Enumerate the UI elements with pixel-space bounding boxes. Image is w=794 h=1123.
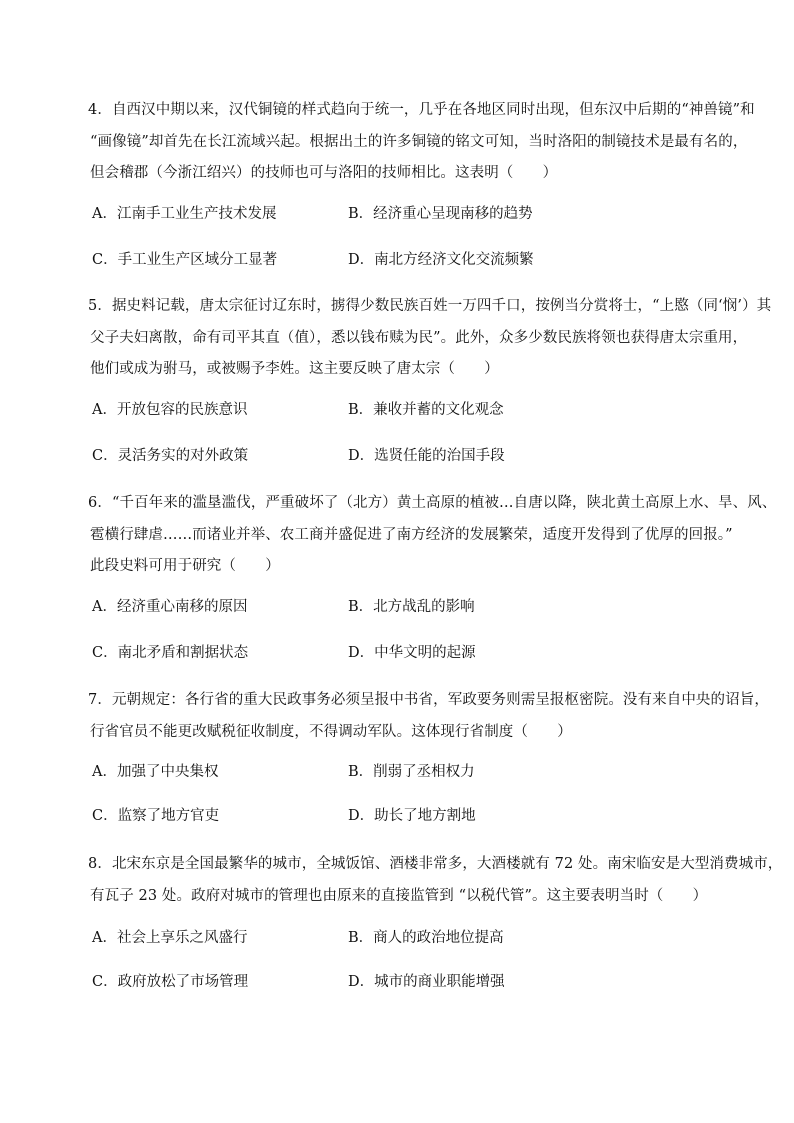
option-b[interactable]: B．经济重心呈现南移的趋势 — [348, 205, 533, 222]
question-stem-line — [88, 291, 772, 323]
question-stem-line: 他们或成为驸马，或被赐予李姓。这主要反映了唐太宗（ ） — [90, 361, 499, 377]
question-text: 元朝规定：各行省的重大民政事务必须呈报中书省，军政要务则需呈报枢密院。没有来自中央的诏旨， — [111, 692, 769, 708]
options — [90, 748, 730, 840]
option-a[interactable]: A．社会上享乐之风盛行 — [92, 930, 248, 946]
question-4 — [88, 95, 755, 282]
option-a[interactable]: A．江南手工业生产技术发展 — [92, 205, 277, 222]
option-d[interactable]: D．助长了地方割地 — [348, 808, 476, 824]
question-stem-line — [88, 488, 777, 520]
question-stem-line: 但会稽郡（今浙江绍兴）的技师也可与洛阳的技师相比。这表明（ ） — [90, 165, 558, 181]
option-d[interactable]: D．南北方经济文化交流频繁 — [348, 251, 534, 268]
question-number: 5． — [88, 298, 112, 314]
question-stem-line — [88, 849, 783, 881]
question-stem-line: 父子夫妇离散，命有司平其直（值），悉以钱布赎为民”。此外，众多少数民族将领也获得唐太宗重用， — [90, 329, 748, 346]
question-number: 6． — [88, 495, 112, 511]
question-text: “千百年来的滥垦滥伐，严重破坏了（北方）黄土高原的植被…自唐以降，陕北黄土高原上水、旱、风、 — [111, 495, 777, 511]
question-stem-line: “画像镜”却首先在长江流域兴起。根据出土的许多铜镜的铭文可知，当时洛阳的制镜技术是最有名的， — [90, 133, 748, 150]
option-d[interactable]: D．中华文明的起源 — [348, 644, 476, 661]
option-b[interactable]: B．商人的政治地位提高 — [348, 930, 504, 946]
options — [90, 386, 730, 478]
option-d[interactable]: D．城市的商业职能增强 — [348, 974, 505, 990]
question-stem-line: 雹横行肆虐……而诸业并举、农工商并盛促进了南方经济的发展繁荣，适度开发得到了优厚的回报。” — [90, 526, 733, 543]
question-number: 4． — [88, 102, 112, 118]
option-d[interactable]: D．选贤任能的治国手段 — [348, 447, 505, 464]
option-c[interactable]: C．南北矛盾和割据状态 — [92, 644, 249, 661]
question-text: 据史料记载，唐太宗征讨辽东时，掳得少数民族百姓一万四千口，按例当分赏将士，“上愍（同‘悯’）其 — [111, 298, 772, 314]
question-stem-line: 有瓦子 23 处。政府对城市的管理也由原来的直接监管到 “以税代管”。这主要表明当时（ ） — [90, 887, 708, 904]
question-stem-line: 此段史料可用于研究（ ） — [90, 558, 280, 574]
option-c[interactable]: C．政府放松了市场管理 — [92, 974, 249, 990]
option-c[interactable]: C．手工业生产区域分工显著 — [92, 251, 278, 268]
option-a[interactable]: A．开放包容的民族意识 — [92, 401, 248, 418]
question-stem-line — [88, 685, 769, 717]
question-8 — [88, 849, 783, 1004]
option-b[interactable]: B．削弱了丞相权力 — [348, 764, 475, 780]
question-text: 北宋东京是全国最繁华的城市，全城饭馆、酒楼非常多，大酒楼就有 72 处。南宋临安是大型消费城市， — [111, 856, 783, 872]
options — [90, 583, 730, 675]
question-number: 7． — [88, 692, 112, 708]
option-b[interactable]: B．北方战乱的影响 — [348, 598, 475, 615]
option-a[interactable]: A．加强了中央集权 — [92, 764, 219, 780]
question-6 — [88, 488, 777, 675]
option-c[interactable]: C．监察了地方官吏 — [92, 808, 220, 824]
options — [90, 190, 730, 282]
option-a[interactable]: A．经济重心南移的原因 — [92, 598, 248, 615]
options — [90, 912, 730, 1004]
question-stem-line — [88, 95, 755, 127]
option-b[interactable]: B．兼收并蓄的文化观念 — [348, 401, 504, 418]
question-5 — [88, 291, 772, 478]
question-stem-line: 行省官员不能更改赋税征收制度，不得调动军队。这体现行省制度（ ） — [90, 723, 572, 740]
option-c[interactable]: C．灵活务实的对外政策 — [92, 447, 249, 464]
question-7 — [88, 685, 769, 840]
question-text: 自西汉中期以来，汉代铜镜的样式趋向于统一，几乎在各地区同时出现，但东汉中后期的“神兽镜”和 — [111, 102, 755, 118]
question-number: 8． — [88, 856, 112, 872]
